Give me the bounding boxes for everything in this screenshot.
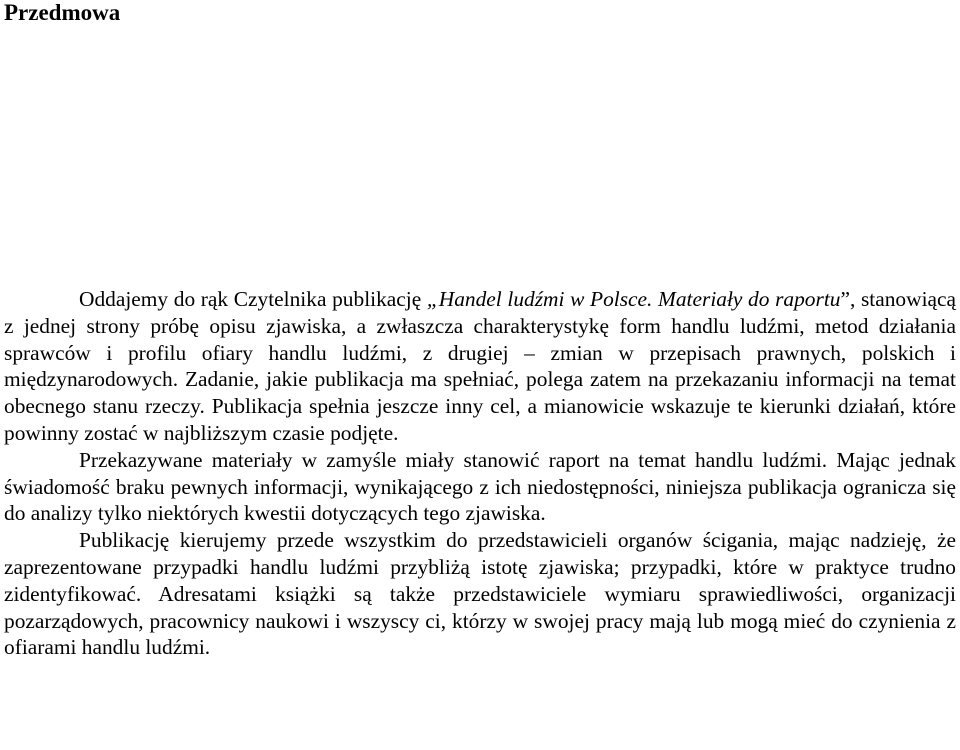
page-title: Przedmowa xyxy=(4,0,121,25)
publication-title: „Handel ludźmi w Polsce. Materiały do raportu xyxy=(426,287,841,311)
paragraph-2: Przekazywane materiały w zamyśle miały stanowić raport na temat handlu ludźmi. Mając jednak świadomość braku pewnych informacji, wynikającego z ich niedostępności, niniejsza publikacja ogranicza się do analizy tylko niektórych kwestii dotyczących tego zjawiska. xyxy=(4,447,956,526)
paragraph-1-rest: ”, stanowiącą z jednej strony próbę opisu zjawiska, a zwłaszcza charakterystykę form handlu ludźmi, metod działania sprawców i profilu ofiary handlu ludźmi, z drugiej – zmian w przepisach prawnych, polskich i międzynarodowych. Zadanie, jakie publikacja ma spełniać, polega zatem na przekazaniu informacji na temat obecnego stanu rzeczy. Publikacja spełnia jeszcze inny cel, a mianowicie wskazuje te kierunki działań, które powinny zostać w najbliższym czasie podjęte. xyxy=(4,287,956,445)
paragraph-3: Publikację kierujemy przede wszystkim do przedstawicieli organów ścigania, mając nadzieję, że zaprezentowane przypadki handlu ludźmi przybliżą istotę zjawiska; przypadki, które w praktyce trudno zidentyfikować. Adresatami książki są także przedstawiciele wymiaru sprawiedliwości, organizacji pozarządowych, pracownicy naukowi i wszyscy ci, którzy w swojej pracy mają lub mogą mieć do czynienia z ofiarami handlu ludźmi. xyxy=(4,528,956,660)
paragraph-1 xyxy=(4,286,956,447)
paragraph-1-intro: Oddajemy do rąk Czytelnika publikację xyxy=(79,287,427,311)
document-body xyxy=(4,286,956,661)
